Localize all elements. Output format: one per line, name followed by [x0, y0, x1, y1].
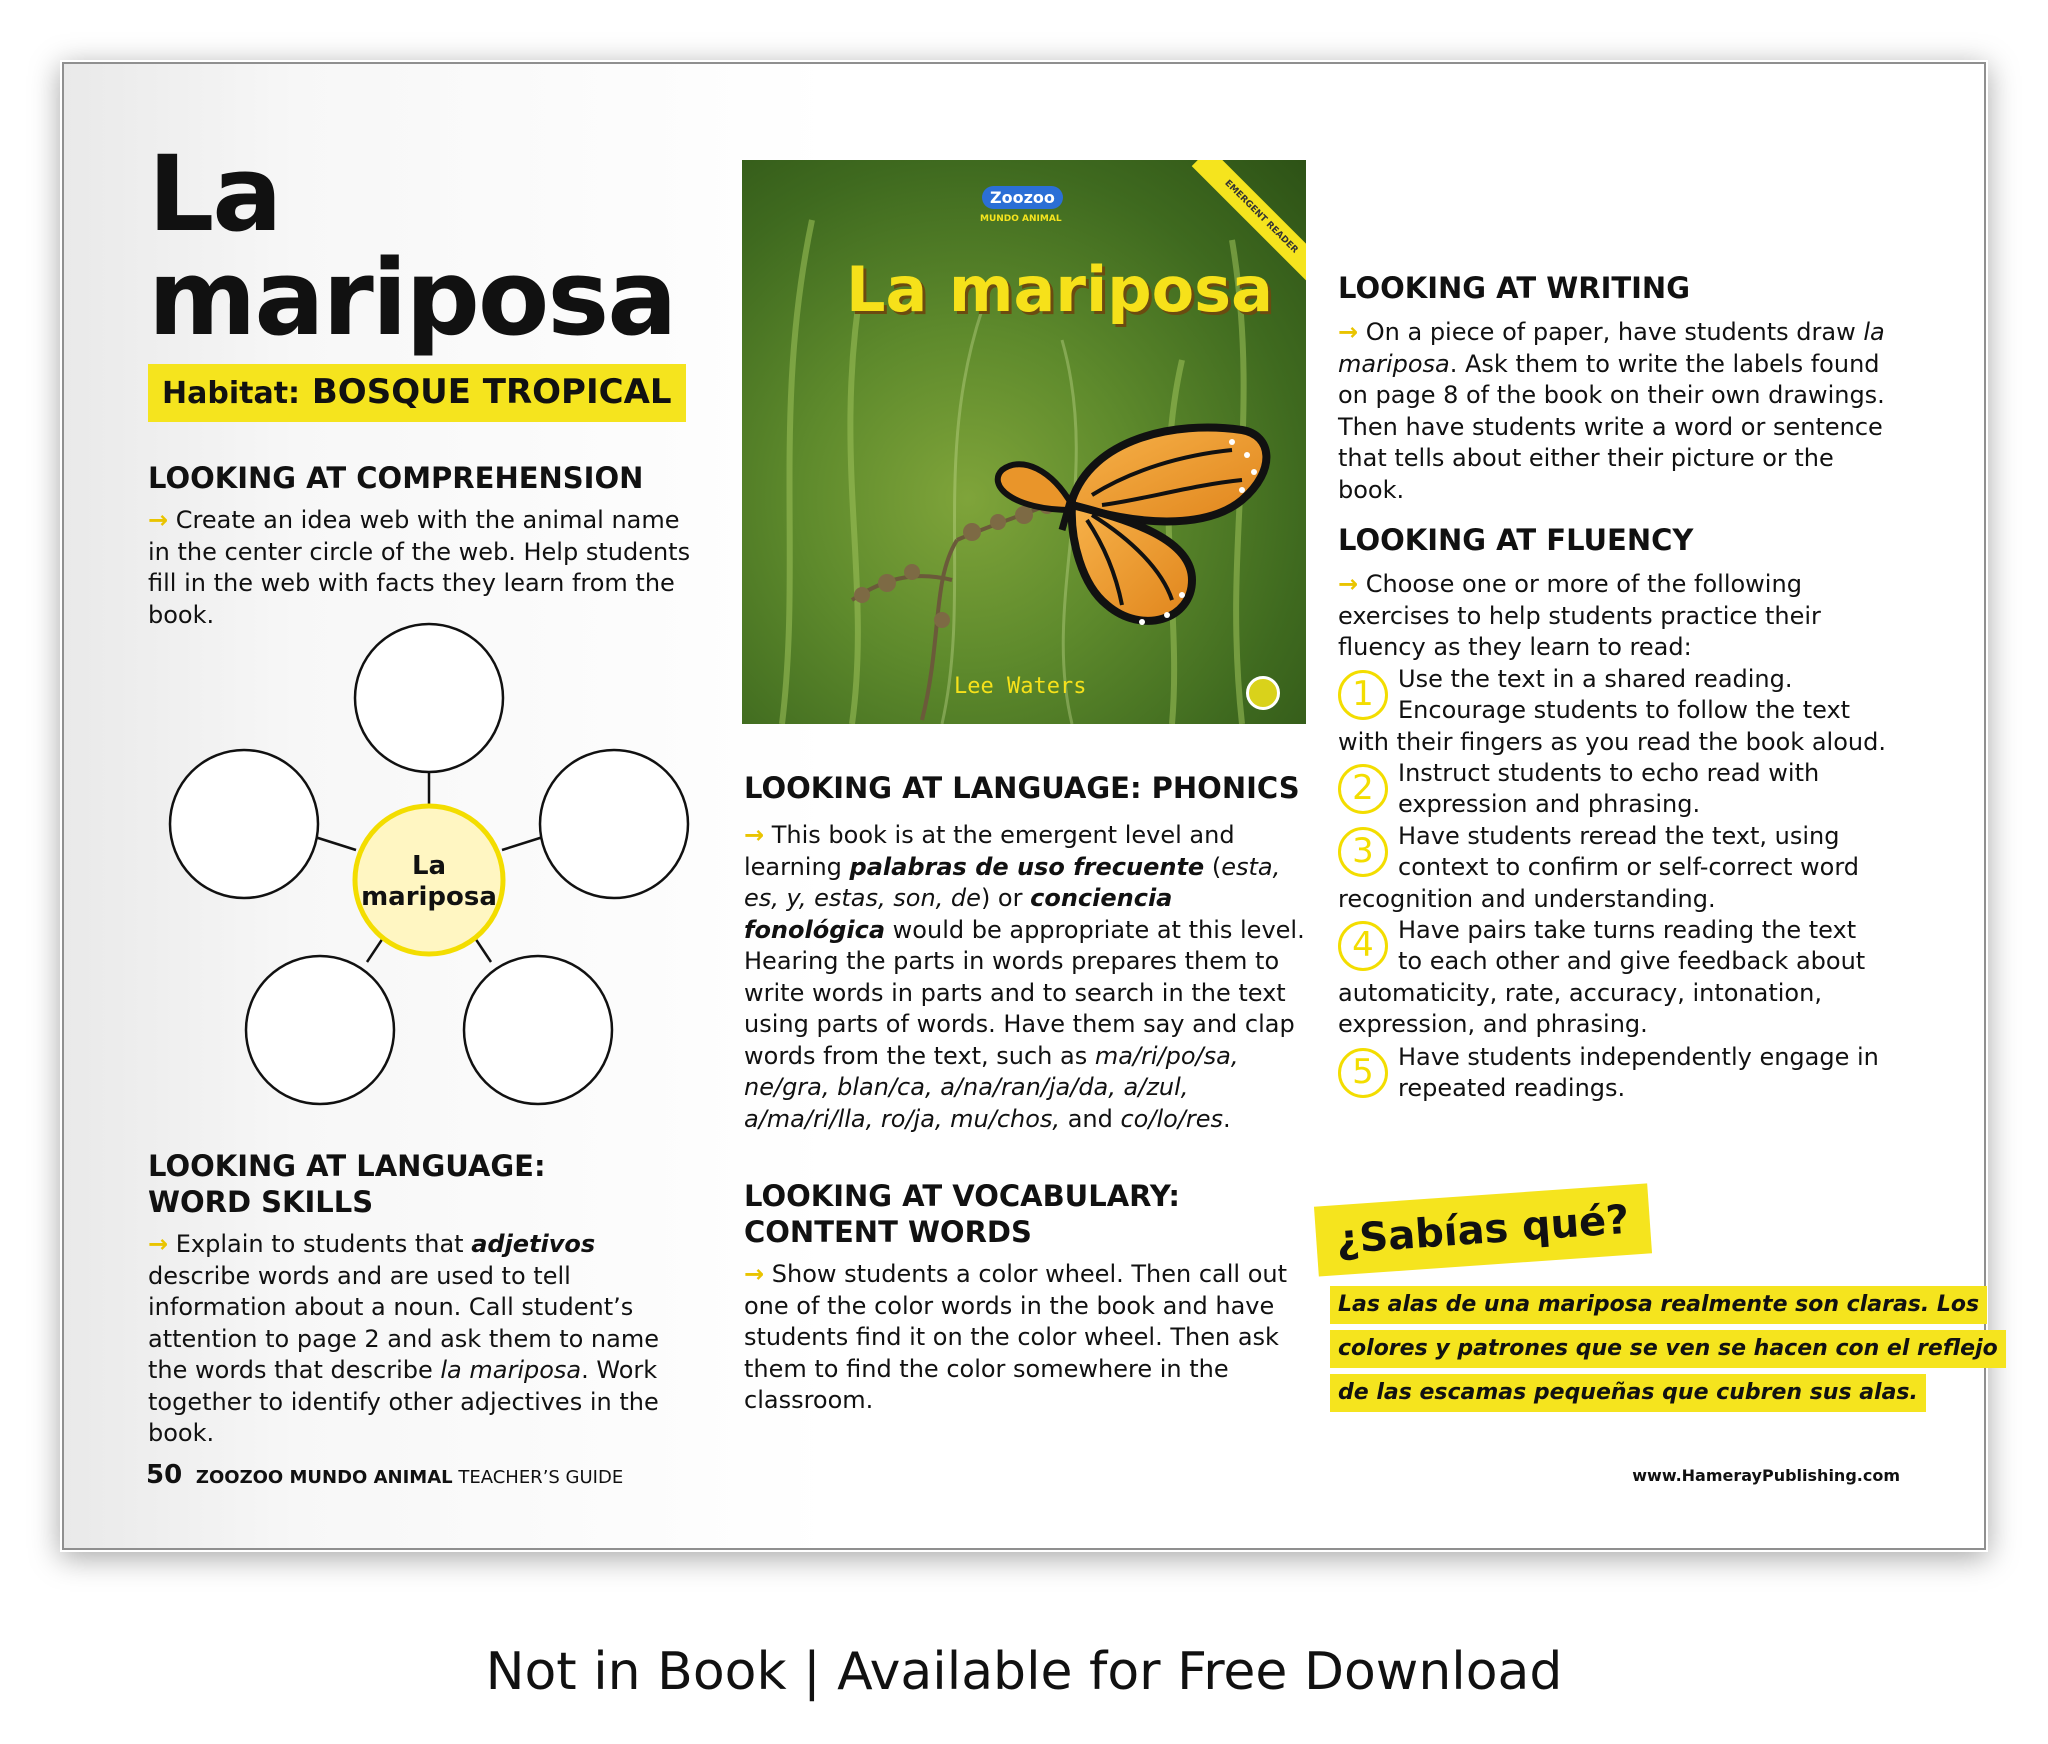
- habitat-label: Habitat:: [162, 376, 301, 411]
- writing-t2: la mariposa: [1338, 318, 1885, 378]
- fluency-item-2-rest: expression and phrasing.: [1398, 790, 1701, 818]
- vocabulary-text: [744, 1259, 1300, 1417]
- fluency-item-5-rest: repeated readings.: [1398, 1074, 1626, 1102]
- footer-guide: TEACHER’S GUIDE: [458, 1467, 624, 1488]
- word-skills-t1: Explain to students that: [175, 1230, 472, 1258]
- did-you-know-line-2: colores y patrones que se ven se hacen con el reflejo: [1330, 1330, 2006, 1368]
- vocabulary-heading-line2: CONTENT WORDS: [744, 1215, 1032, 1249]
- arrow-icon: →: [1338, 570, 1359, 598]
- habitat-value: BOSQUE TROPICAL: [311, 372, 672, 412]
- fluency-item-5-first: Have students independently engage in: [1398, 1043, 1879, 1071]
- writing-heading: LOOKING AT WRITING: [1338, 271, 1691, 305]
- web-center-label-line1: La: [411, 851, 447, 881]
- comprehension-body: Create an idea web with the animal name in the center circle of the web. Help students fill in the web with facts they learn from the book.: [148, 506, 691, 629]
- word-skills-heading-line1: LOOKING AT LANGUAGE:: [148, 1149, 546, 1183]
- writing-t3: . Ask them to write the labels found on page 8 of the book on their own drawings. Then have students write a word or sentence that tells about either their picture or the book.: [1338, 349, 1885, 504]
- web-circle-right[interactable]: [540, 750, 688, 898]
- arrow-icon: →: [744, 821, 765, 849]
- habitat-badge: [148, 364, 686, 422]
- fluency-intro-text: Choose one or more of the following exercises to help students practice their fluency as they learn to read:: [1338, 570, 1821, 661]
- word-skills-t5: . Work together to identify other adjectives in the book.: [148, 1356, 659, 1447]
- phonics-t7: would be appropriate at this level. Hearing the parts in words prepares them to write words in parts and to search in the text using parts of words. Have them say and clap words from the text, such as: [744, 915, 1305, 1070]
- word-skills-text: [148, 1229, 704, 1450]
- fluency-intro: [1338, 569, 1898, 664]
- number-3-icon: 3: [1338, 827, 1388, 877]
- writing-t1: On a piece of paper, have students draw: [1365, 318, 1864, 346]
- comprehension-heading: LOOKING AT COMPREHENSION: [148, 461, 644, 495]
- page-footer: [146, 1460, 623, 1493]
- did-you-know-heading: ¿Sabías qué?: [1314, 1183, 1652, 1276]
- download-banner: Not in Book | Available for Free Download: [485, 1642, 1563, 1702]
- did-you-know-line-3: de las escamas pequeñas que cubren sus alas.: [1330, 1374, 1926, 1412]
- book-cover-image: [742, 160, 1306, 724]
- word-skills-heading-line2: WORD SKILLS: [148, 1185, 374, 1219]
- number-5-icon: 5: [1338, 1048, 1388, 1098]
- page-title-line1: La: [148, 133, 281, 255]
- web-circle-top[interactable]: [355, 624, 503, 772]
- fluency-item-1-first: Use the text in a shared reading.: [1398, 665, 1793, 693]
- web-circle-bottom-left[interactable]: [246, 956, 394, 1104]
- phonics-t4: esta, es, y, estas, son, de: [744, 852, 1281, 912]
- number-4-icon: 4: [1338, 921, 1388, 971]
- publisher-logo-icon: [1246, 676, 1280, 710]
- arrow-icon: →: [148, 506, 169, 534]
- phonics-t2: palabras de uso frecuente: [849, 852, 1205, 881]
- fluency-item-1-rest: Encourage students to follow the text with their fingers as you read the book aloud.: [1338, 696, 1886, 756]
- cover-author: Lee Waters: [954, 674, 1087, 699]
- cover-logo: Zoozoo: [982, 186, 1063, 209]
- phonics-t8: ma/ri/po/sa, ne/gra, blan/ca, a/na/ran/ja/da, a/zul, a/ma/ri/lla, ro/ja, mu/chos,: [744, 1041, 1239, 1133]
- did-you-know-line-1: Las alas de una mariposa realmente son claras. Los: [1330, 1286, 1987, 1324]
- word-skills-t2: adjetivos: [471, 1230, 596, 1258]
- page-title-line2: mariposa: [148, 237, 676, 359]
- footer-brand: ZOOZOO MUNDO ANIMAL: [195, 1467, 453, 1488]
- phonics-t5: ) or: [980, 884, 1031, 912]
- cover-ribbon: EMERGENT READER: [1192, 160, 1306, 286]
- phonics-t3: (: [1204, 852, 1222, 881]
- fluency-item-4-first: Have pairs take turns reading the text: [1398, 916, 1857, 944]
- fluency-item-2-first: Instruct students to echo read with: [1398, 759, 1820, 787]
- phonics-t10: co/lo/res: [1120, 1104, 1224, 1133]
- phonics-heading: LOOKING AT LANGUAGE: PHONICS: [744, 771, 1300, 805]
- fluency-item-4-rest: to each other and give feedback about automaticity, rate, accuracy, intonation, expression, and phrasing.: [1338, 947, 1866, 1038]
- fluency-heading: LOOKING AT FLUENCY: [1338, 523, 1694, 557]
- phonics-t1: This book is at the emergent level and learning: [744, 821, 1235, 881]
- cover-logo-sub: MUNDO ANIMAL: [980, 214, 1062, 224]
- web-circle-left[interactable]: [170, 750, 318, 898]
- web-connector-left: [315, 837, 356, 850]
- phonics-t11: .: [1223, 1104, 1231, 1133]
- phonics-text: [744, 820, 1310, 1135]
- vocabulary-body: Show students a color wheel. Then call out one of the color words in the book and have students find it on the color wheel. Then ask them to find the color somewhere in the classroom.: [744, 1260, 1288, 1414]
- word-skills-t3: describe words and are used to tell information about a noun. Call student’s attention to page 2 and ask them to name the words that describe: [148, 1261, 659, 1384]
- arrow-icon: →: [148, 1230, 169, 1258]
- number-1-icon: 1: [1338, 670, 1388, 720]
- word-skills-t4: la mariposa: [440, 1356, 582, 1384]
- phonics-t6: conciencia fonológica: [744, 884, 1173, 944]
- fluency-item-3-rest: context to confirm or self-correct word recognition and understanding.: [1338, 853, 1860, 913]
- writing-text: [1338, 317, 1906, 506]
- phonics-t9: and: [1060, 1104, 1121, 1133]
- idea-web-diagram: [160, 610, 700, 1130]
- web-circle-bottom-right[interactable]: [464, 956, 612, 1104]
- page-number: 50: [146, 1460, 183, 1490]
- web-connector-right: [502, 837, 543, 850]
- arrow-icon: →: [1338, 318, 1359, 346]
- vocabulary-heading-line1: LOOKING AT VOCABULARY:: [744, 1179, 1180, 1213]
- publisher-url[interactable]: www.HamerayPublishing.com: [1632, 1466, 1900, 1485]
- cover-artwork: [742, 160, 1306, 724]
- fluency-item-3-first: Have students reread the text, using: [1398, 822, 1840, 850]
- number-2-icon: 2: [1338, 764, 1388, 814]
- cover-title: La mariposa: [846, 253, 1273, 326]
- web-center-label-line2: mariposa: [361, 882, 497, 912]
- arrow-icon: →: [744, 1260, 765, 1288]
